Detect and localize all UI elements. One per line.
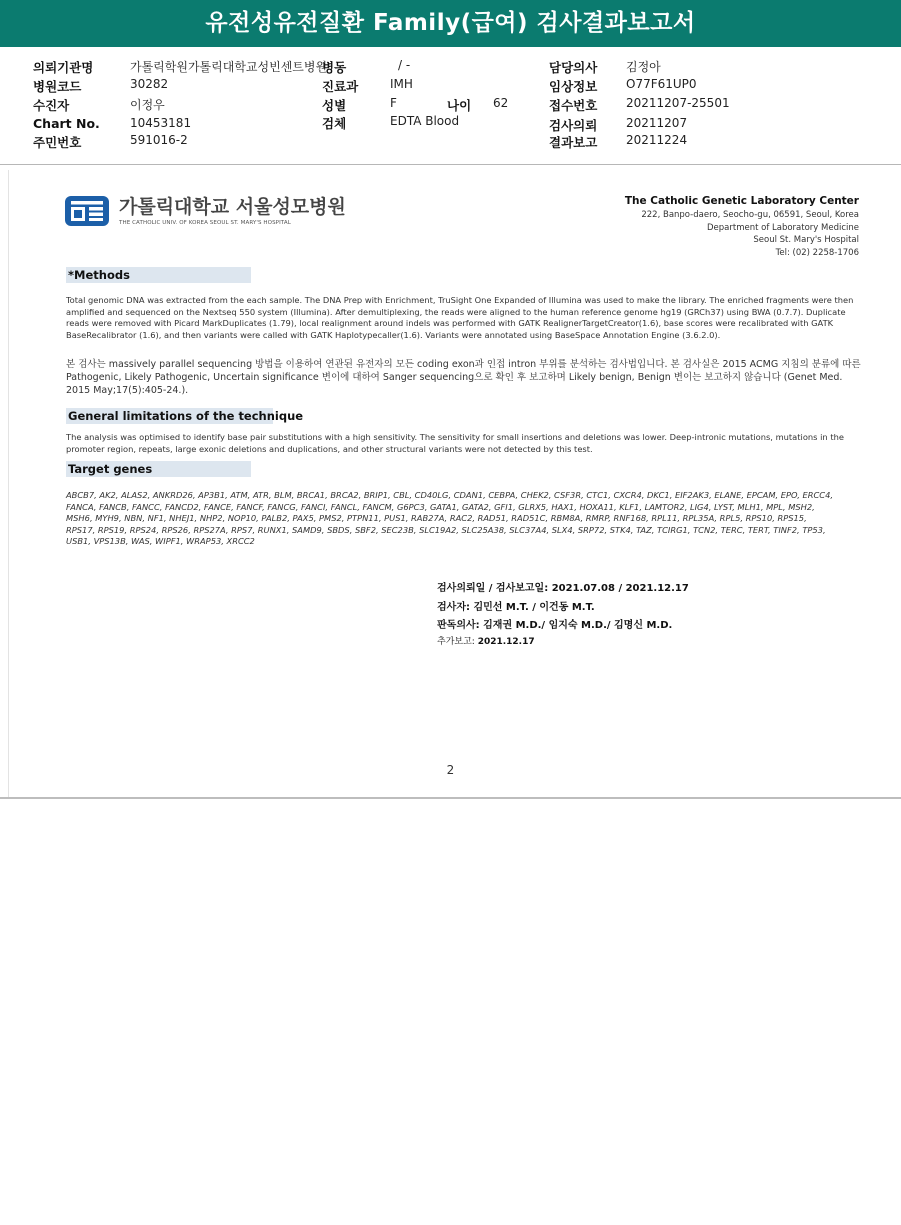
testers: 검사자: 김민선 M.T. / 이건동 M.T. xyxy=(437,602,595,613)
limitations-heading: General limitations of the technique xyxy=(68,409,304,423)
lab-department: Department of Laboratory Medicine xyxy=(706,222,859,233)
hospital-name-korean: 가톨릭대학교 서울성모병원 xyxy=(119,196,346,218)
doctor-label: 담당의사 xyxy=(549,60,598,75)
report-title: 유전성유전질환 Family(급여) 검사결과보고서 xyxy=(0,0,901,47)
doctor-value: 김정아 xyxy=(626,60,661,74)
target-genes-list: ABCB7, AK2, ALAS2, ANKRD26, AP3B1, ATM, ATR, BLM, BRCA1, BRCA2, BRIP1, CBL, CD40LG, CDAN1, CEBPA, CHEK2, CSF3R, CTC1, CXCR4, DKC1, EIF2AK3, ELANE, EPCAM, EPO, ERCC4, FANCA, FANCB, FANCC, FANCD2, FANCE, FANCF, FANCG, FANCI, FANCL, FANCM, G6PC3, GATA1, GATA2, GFI1, GLRX5, HAX1, HOXA11, KLF1, LAMTOR2, LIG4, LYST, MLH1, MPL, MSH2, MSH6, MYH9, NBN, NF1, NHEJ1, NHP2, NOP10, PALB2, PAX5, PMS2, PTPN11, PUS1, RAB27A, RAC2, RAD51, RAD51C, RBM8A, RMRP, RNF168, RPL11, RPL35A, RPL5, RPS10, RPS15, RPS17, RPS19, RPS24, RPS26, RPS27A, RPS7, RUNX1, SAMD9, SBDS, SBF2, SEC23B, SLC19A2, SLC25A38, SLC37A4, SLX4, SRP72, STK4, TAZ, TCIRG1, TCN2, TERC, TERT, TINF2, TP53, USB1, VPS13B, WAS, WIPF1, WRAP53, XRCC2 xyxy=(66,490,834,547)
page-number: 2 xyxy=(446,763,455,777)
header-divider xyxy=(0,164,901,165)
additional-report-label: 추가보고: xyxy=(437,637,475,647)
test-dates: 검사의뢰일 / 검사보고일: 2021.07.08 / 2021.12.17 xyxy=(437,583,689,594)
hospital-code-label: 병원코드 xyxy=(33,79,82,94)
lab-info xyxy=(625,194,859,259)
page-bottom-divider xyxy=(0,797,901,799)
chart-no-label: Chart No. xyxy=(33,116,100,131)
lab-hospital: Seoul St. Mary's Hospital xyxy=(753,235,859,245)
lab-name: The Catholic Genetic Laboratory Center xyxy=(624,195,859,207)
reading-doctors: 판독의사: 김재권 M.D./ 임지숙 M.D./ 김명신 M.D. xyxy=(437,620,673,631)
methods-heading: *Methods xyxy=(66,267,251,283)
receipt-no-value: 20211207-25501 xyxy=(626,96,730,110)
report-page xyxy=(8,170,892,797)
institution-label: 의뢰기관명 xyxy=(33,60,94,75)
lab-tel: Tel: (02) 2258-1706 xyxy=(775,247,859,258)
collector-value: 이정우 xyxy=(130,98,165,112)
ward-value: / - xyxy=(398,58,411,72)
department-value: IMH xyxy=(390,77,413,91)
hospital-code-value: 30282 xyxy=(130,77,169,91)
chart-no-value: 10453181 xyxy=(130,116,192,130)
sex-value: F xyxy=(390,96,397,110)
specimen-label: 검체 xyxy=(322,116,347,131)
target-genes-heading: Target genes xyxy=(66,461,251,477)
resident-no-value: 591016-2 xyxy=(130,133,188,147)
institution-value: 가톨릭학원가톨릭대학교성빈센트병원 xyxy=(130,60,328,74)
additional-report-date: 2021.12.17 xyxy=(477,637,535,647)
hospital-name-english: THE CATHOLIC UNIV. OF KOREA SEOUL ST. MARY'S HOSPITAL xyxy=(119,220,291,226)
age-label: 나이 xyxy=(447,98,472,113)
result-date-value: 20211224 xyxy=(626,133,688,147)
clinical-info-label: 임상정보 xyxy=(549,79,598,94)
lab-address: 222, Banpo-daero, Seocho-gu, 06591, Seoul, Korea xyxy=(641,210,859,220)
clinical-info-value: O77F61UP0 xyxy=(626,77,697,91)
sex-label: 성별 xyxy=(322,98,347,113)
request-date-label: 검사의뢰 xyxy=(549,118,598,133)
collector-label: 수진자 xyxy=(33,98,70,113)
receipt-no-label: 접수번호 xyxy=(549,98,598,113)
result-date-label: 결과보고 xyxy=(549,135,598,150)
department-label: 진료과 xyxy=(322,79,359,94)
ward-label: 병동 xyxy=(322,60,347,75)
resident-no-label: 주민번호 xyxy=(33,135,82,150)
hospital-logo-icon xyxy=(65,193,109,229)
additional-report xyxy=(437,634,535,647)
methods-text: Total genomic DNA was extracted from the each sample. The DNA Prep with Enrichment, TruSight One Expanded of Illumina was used to make the library. The enriched fragments were then amplified and sequenced on the Nextseq 550 system (Illumina). After demultiplexing, the reads were aligned to the human reference genome hg19 (GRCh37) using BWA (0.7.7). Duplicate reads were removed with Picard MarkDuplicates (1.79), local realignment around indels was performed with GATK RealignerTargetCreator(1.6), base scores were recalibrated with GATK BaseRecalibrator (1.6), and then variants were called with GATK Haplotypecaller(1.6). Variants were annotated using BaseSpace Annotation Engine (3.6.2.0). xyxy=(66,295,854,340)
limitations-text: The analysis was optimised to identify base pair substitutions with a high sensitivity. The sensitivity for small insertions and deletions was lower. Deep-intronic mutations, mutations in the promoter region, repeats, large exonic deletions and duplications, and other structural variants were not detected by this test. xyxy=(66,432,844,454)
specimen-value: EDTA Blood xyxy=(390,114,460,128)
method-korean-text: 본 검사는 massively parallel sequencing 방법을 이용하여 연관된 유전자의 모든 coding exon과 인접 intron 부위를 분석하는 검사법입니다. 본 검사실은 2015 ACMG 지침의 분류에 따른 Pathogenic, Likely Pathogenic, Uncertain significance 변이에 대하여 Sanger sequencing으로 확인 후 보고하며 Likely benign, Benign 변이는 보고하지 않습니다 (Genet Med. 2015 May;17(5):405-24.). xyxy=(66,359,861,396)
request-date-value: 20211207 xyxy=(626,116,688,130)
age-value: 62 xyxy=(493,96,509,110)
